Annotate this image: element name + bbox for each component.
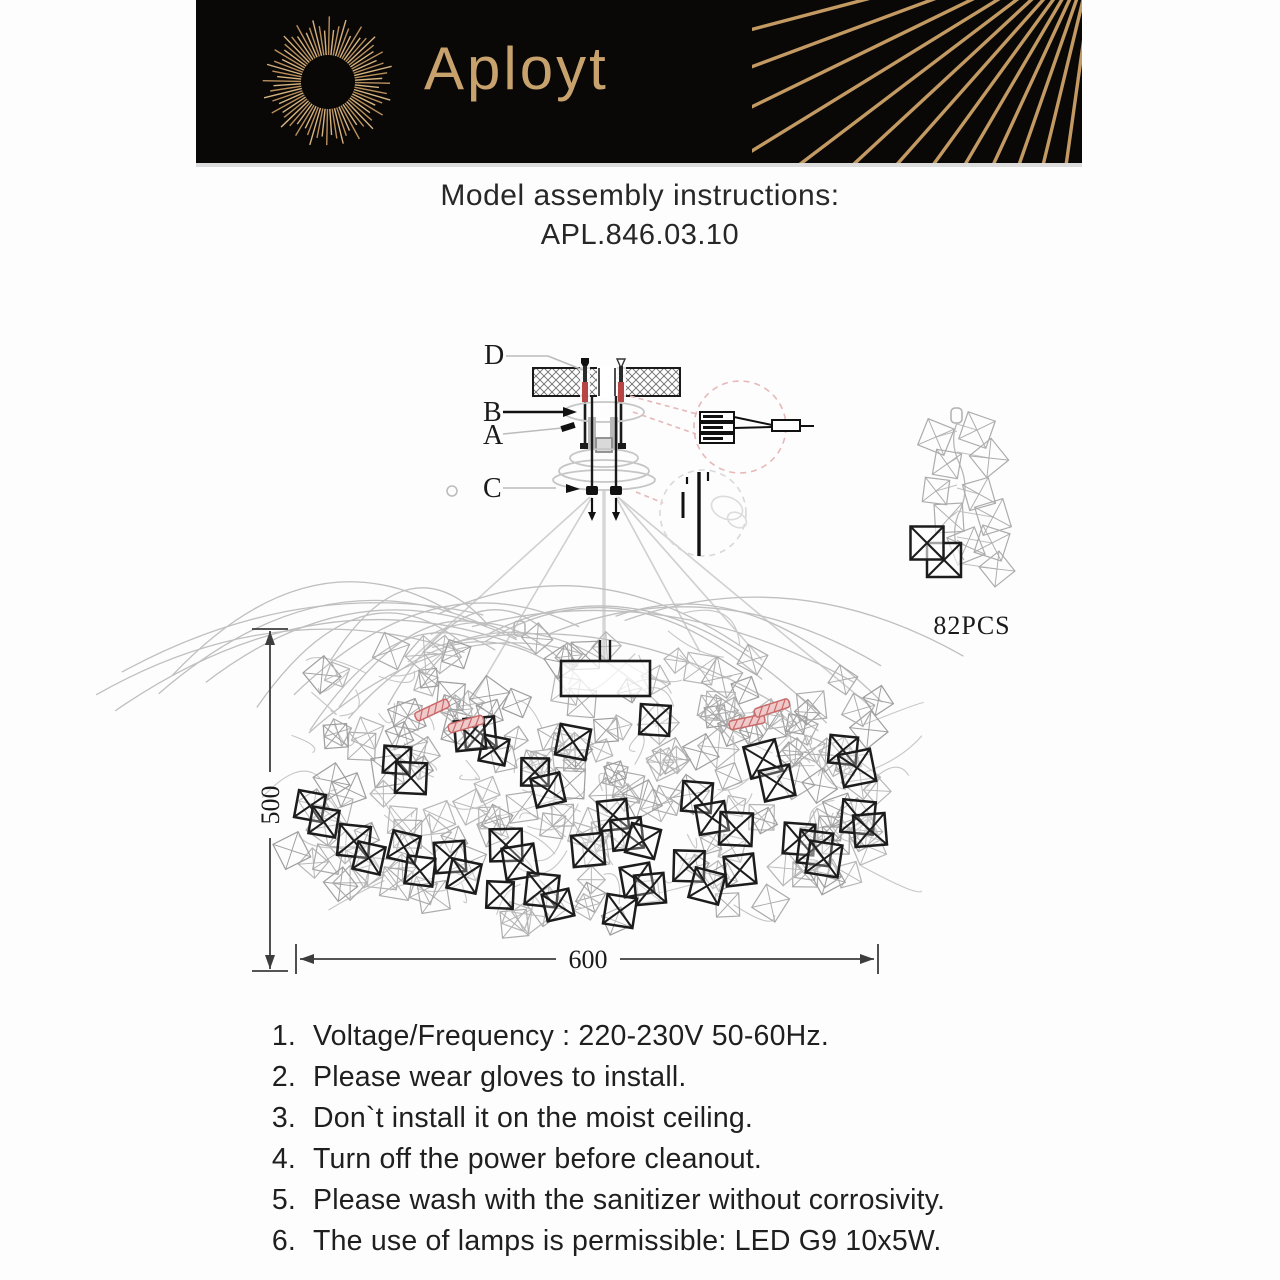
height-dimension bbox=[252, 629, 288, 971]
pieces-count-label: 82PCS bbox=[933, 611, 1011, 640]
instruction-text: The use of lamps is permissible: LED G9 10x5W. bbox=[313, 1225, 942, 1257]
instruction-text: Voltage/Frequency : 220-230V 50-60Hz. bbox=[313, 1020, 829, 1052]
label-d: D bbox=[484, 340, 505, 371]
terminal-block-icon bbox=[700, 412, 814, 443]
instruction-number: 2. bbox=[271, 1061, 296, 1093]
instruction-item bbox=[0, 1227, 1280, 1256]
brand-name: Aployt bbox=[424, 35, 609, 102]
label-b: B bbox=[483, 397, 502, 428]
dim-width-value: 600 bbox=[568, 945, 608, 974]
instruction-number: 4. bbox=[271, 1143, 296, 1175]
instruction-text: Please wash with the sanitizer without corrosivity. bbox=[313, 1184, 946, 1216]
label-a: A bbox=[483, 420, 504, 451]
instruction-number: 1. bbox=[271, 1020, 296, 1052]
ceiling-plate bbox=[533, 366, 680, 398]
crystal-strand-detail bbox=[911, 408, 1015, 587]
sheet-title: Model assembly instructions: bbox=[440, 179, 840, 212]
instruction-number: 3. bbox=[271, 1102, 296, 1134]
instruction-item bbox=[0, 1022, 1280, 1051]
instruction-text: Don`t install it on the moist ceiling. bbox=[313, 1102, 754, 1134]
instruction-list bbox=[0, 1022, 1280, 1268]
instruction-text: Please wear gloves to install. bbox=[313, 1061, 687, 1093]
dim-height-value: 500 bbox=[256, 785, 285, 825]
instruction-item bbox=[0, 1063, 1280, 1092]
label-c: C bbox=[483, 473, 502, 504]
width-dimension bbox=[296, 944, 878, 974]
instruction-item bbox=[0, 1104, 1280, 1133]
instruction-item bbox=[0, 1186, 1280, 1215]
instruction-text: Turn off the power before cleanout. bbox=[313, 1143, 763, 1175]
instruction-number: 6. bbox=[271, 1225, 296, 1257]
canopy bbox=[553, 402, 655, 490]
part-labels bbox=[483, 340, 583, 504]
instruction-number: 5. bbox=[271, 1184, 296, 1216]
instruction-item bbox=[0, 1145, 1280, 1174]
model-number: APL.846.03.10 bbox=[540, 219, 740, 251]
